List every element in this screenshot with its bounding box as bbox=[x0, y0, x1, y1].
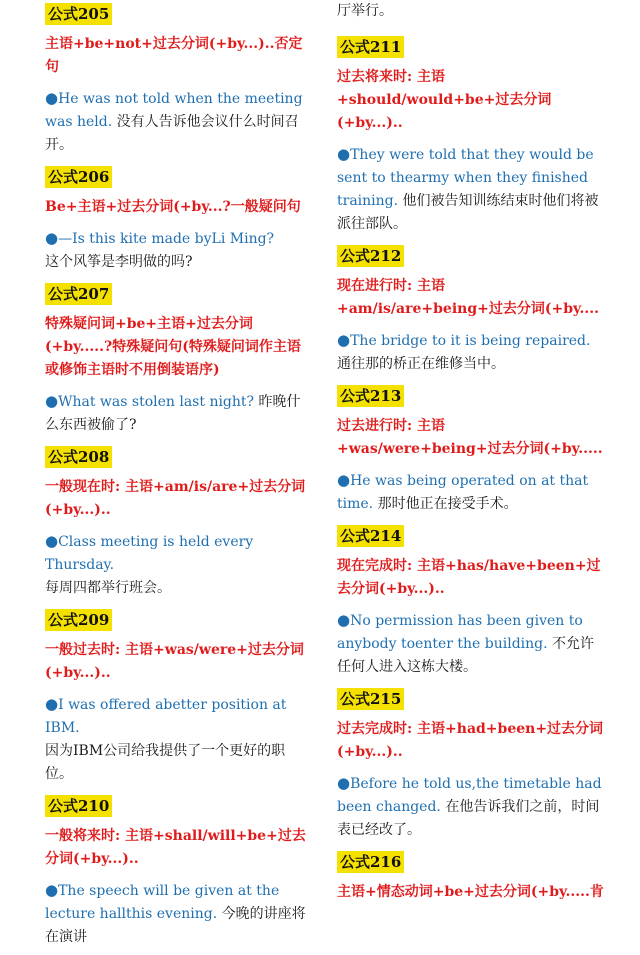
bullet-dot-icon: ● bbox=[45, 392, 59, 410]
formula-label: 公式208 bbox=[45, 446, 112, 468]
example-chinese: 那时他正在接受手术。 bbox=[377, 496, 518, 512]
formula-label: 公式205 bbox=[45, 3, 112, 25]
formula-label: 公式210 bbox=[45, 795, 112, 817]
example-chinese: 每周四都举行班会。 bbox=[45, 580, 171, 596]
example-english: Before he told us,the timetable had been changed. bbox=[337, 776, 602, 815]
formula-rule: 一般将来时: 主语+shall/will+be+过去分词(+by...).. bbox=[45, 828, 306, 867]
example-sentence bbox=[337, 772, 605, 842]
formula-label: 公式207 bbox=[45, 283, 112, 305]
bullet-dot-icon: ● bbox=[45, 532, 59, 550]
right-column bbox=[337, 0, 605, 912]
formula-label: 公式211 bbox=[337, 36, 404, 58]
bullet-dot-icon: ● bbox=[337, 331, 351, 349]
formula-block bbox=[337, 33, 605, 236]
bullet-dot-icon: ● bbox=[337, 145, 351, 163]
formula-label: 公式216 bbox=[337, 851, 404, 873]
formula-label: 公式212 bbox=[337, 245, 404, 267]
example-english: He was being operated on at that time. bbox=[337, 473, 589, 512]
formula-block bbox=[45, 163, 310, 274]
example-sentence bbox=[45, 390, 310, 437]
example-english: What was stolen last night? bbox=[58, 394, 255, 410]
example-chinese: 在他告诉我们之前，时间表已经改了。 bbox=[337, 799, 600, 838]
formula-label: 公式206 bbox=[45, 166, 112, 188]
formula-label: 公式213 bbox=[337, 385, 404, 407]
example-chinese: 今晚的讲座将在演讲 bbox=[45, 906, 306, 945]
example-sentence bbox=[337, 609, 605, 679]
example-chinese: 通往那的桥正在维修当中。 bbox=[337, 356, 505, 372]
example-sentence bbox=[45, 87, 310, 157]
bullet-dot-icon: ● bbox=[337, 471, 351, 489]
example-chinese: 这个风筝是李明做的吗? bbox=[45, 254, 193, 270]
example-sentence bbox=[45, 227, 310, 274]
example-english: They were told that they would be sent to thearmy when they finished training. bbox=[337, 147, 594, 209]
bullet-dot-icon: ● bbox=[45, 881, 59, 899]
formula-rule: 主语+be+not+过去分词(+by...)..否定句 bbox=[45, 36, 303, 75]
example-chinese: 昨晚什么东西被偷了? bbox=[45, 394, 301, 433]
example-sentence bbox=[337, 143, 605, 236]
bullet-dot-icon: ● bbox=[45, 695, 59, 713]
formula-rule: 一般现在时: 主语+am/is/are+过去分词(+by...).. bbox=[45, 479, 306, 518]
example-sentence bbox=[45, 693, 310, 786]
formula-block bbox=[337, 522, 605, 679]
example-english: No permission has been given to anybody toenter the building. bbox=[337, 613, 583, 652]
left-column bbox=[45, 0, 310, 955]
example-sentence bbox=[45, 530, 310, 600]
formula-block bbox=[337, 848, 605, 904]
formula-rule: 现在完成时: 主语+has/have+been+过去分词(+by...).. bbox=[337, 558, 601, 597]
formula-label: 公式214 bbox=[337, 525, 404, 547]
example-chinese: 不允许任何人进入这栋大楼。 bbox=[337, 636, 595, 675]
formula-label: 公式209 bbox=[45, 609, 112, 631]
formula-block bbox=[45, 792, 310, 949]
formula-rule: 一般过去时: 主语+was/were+过去分词(+by...).. bbox=[45, 642, 304, 681]
formula-block bbox=[337, 382, 605, 516]
example-sentence bbox=[337, 329, 605, 376]
continued-text: 厅举行。 bbox=[337, 3, 393, 19]
formula-rule: 现在进行时: 主语+am/is/are+being+过去分词(+by.... bbox=[337, 278, 600, 317]
example-english: The bridge to it is being repaired. bbox=[350, 333, 591, 349]
formula-rule: 主语+情态动词+be+过去分词(+by.....肯 bbox=[337, 884, 604, 900]
formula-block bbox=[337, 242, 605, 376]
formula-block bbox=[45, 0, 310, 157]
example-chinese: 没有人告诉他会议什么时间召开。 bbox=[45, 114, 299, 153]
example-sentence bbox=[45, 879, 310, 949]
example-english: He was not told when the meeting was held. bbox=[45, 91, 303, 130]
formula-block bbox=[337, 685, 605, 842]
example-chinese: 他们被告知训练结束时他们将被派往部队。 bbox=[337, 193, 599, 232]
formula-rule: 特殊疑问词+be+主语+过去分词(+by.....?特殊疑问句(特殊疑问词作主语或修饰主语时不用倒装语序) bbox=[45, 316, 301, 378]
formula-rule: 过去将来时: 主语+should/would+be+过去分词(+by...).. bbox=[337, 69, 552, 131]
formula-block bbox=[45, 280, 310, 437]
example-chinese: 因为IBM公司给我提供了一个更好的职位。 bbox=[45, 743, 286, 782]
formula-rule: Be+主语+过去分词(+by...?一般疑问句 bbox=[45, 199, 301, 215]
formula-block bbox=[45, 606, 310, 786]
formula-block bbox=[45, 443, 310, 600]
example-english: I was offered abetter position at IBM. bbox=[45, 697, 287, 736]
example-english: —Is this kite made byLi Ming? bbox=[58, 231, 275, 247]
formula-rule: 过去进行时: 主语+was/were+being+过去分词(+by..... bbox=[337, 418, 603, 457]
example-english: Class meeting is held every Thursday. bbox=[45, 534, 254, 573]
bullet-dot-icon: ● bbox=[45, 229, 59, 247]
formula-label: 公式215 bbox=[337, 688, 404, 710]
example-sentence bbox=[337, 469, 605, 516]
bullet-dot-icon: ● bbox=[337, 611, 351, 629]
bullet-dot-icon: ● bbox=[337, 774, 351, 792]
example-english: The speech will be given at the lecture hallthis evening. bbox=[45, 883, 280, 922]
bullet-dot-icon: ● bbox=[45, 89, 59, 107]
formula-rule: 过去完成时: 主语+had+been+过去分词(+by...).. bbox=[337, 721, 604, 760]
